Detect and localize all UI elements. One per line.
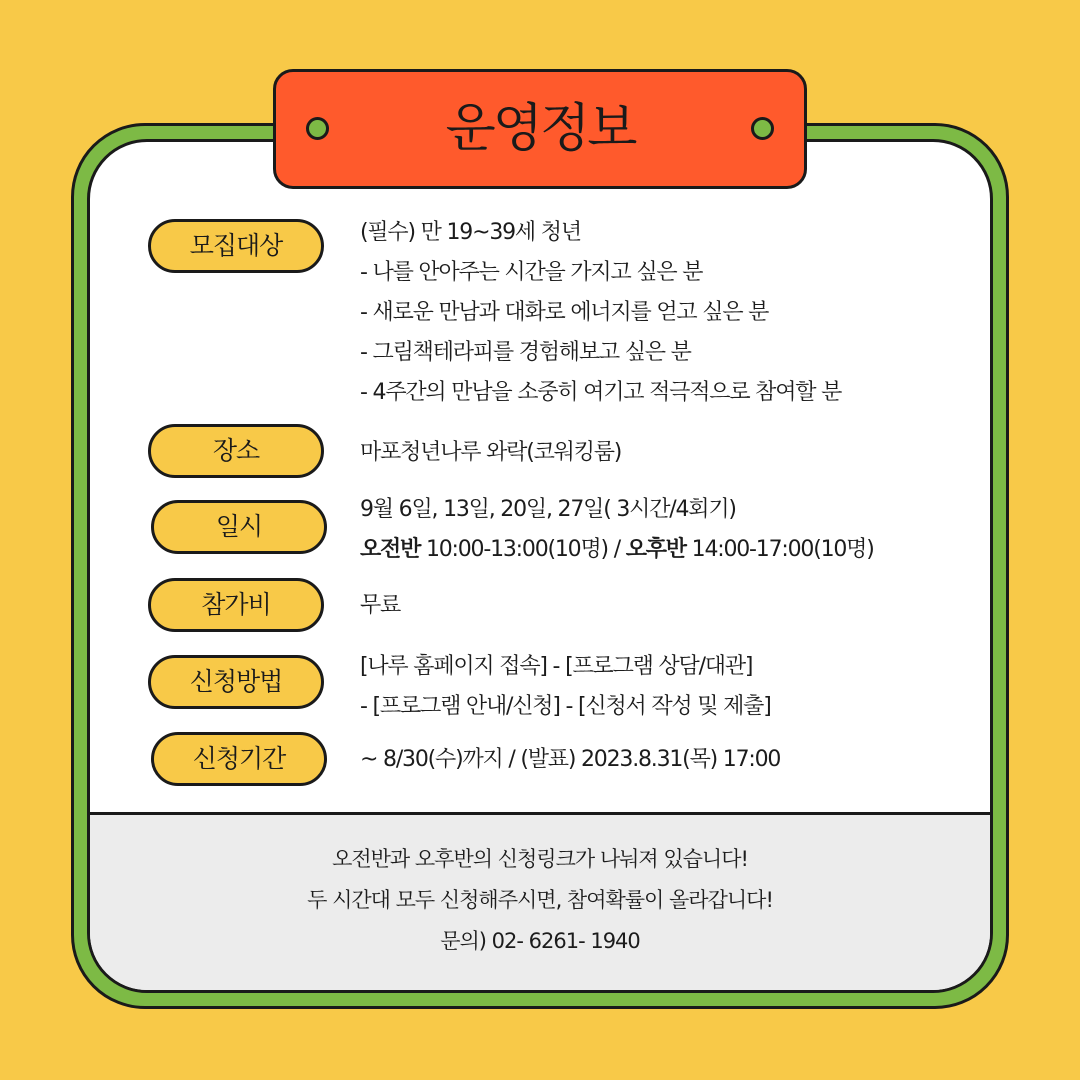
- recruit-line: - 4주간의 만남을 소중히 여기고 적극적으로 참여할 분: [360, 380, 842, 405]
- morning-class-time: 10:00-13:00(10명) /: [420, 537, 626, 562]
- title-banner: [273, 69, 807, 189]
- period-line: ~ 8/30(수)까지 / (발표) 2023.8.31(목) 17:00: [360, 747, 781, 772]
- label-fee: 참가비: [148, 578, 324, 632]
- notice-footer: [90, 812, 990, 990]
- schedule-dates: 9월 6일, 13일, 20일, 27일( 3시간/4회기): [360, 497, 736, 522]
- left-dot-icon: [306, 117, 329, 140]
- application-period-details: [360, 740, 780, 780]
- location-line: 마포청년나루 와락(코워킹룸): [360, 440, 622, 465]
- recruit-target-details: [360, 213, 841, 413]
- location-details: [360, 433, 621, 473]
- contact-line: 문의) 02- 6261- 1940: [440, 929, 640, 953]
- recruit-line: - 새로운 만남과 대화로 에너지를 얻고 싶은 분: [360, 300, 769, 325]
- recruit-line: - 나를 안아주는 시간을 가지고 싶은 분: [360, 260, 703, 285]
- label-recruit-target: 모집대상: [148, 219, 324, 273]
- recruit-line: (필수) 만 19~39세 청년: [360, 220, 581, 245]
- application-method-details: [360, 647, 771, 727]
- afternoon-class-time: 14:00-17:00(10명): [685, 537, 874, 562]
- method-line: - [프로그램 안내/신청] - [신청서 작성 및 제출]: [360, 694, 771, 719]
- afternoon-class-label: 오후반: [625, 537, 686, 562]
- notice-line-1: 오전반과 오후반의 신청링크가 나눠져 있습니다!: [332, 847, 748, 871]
- schedule-times: [360, 530, 874, 570]
- right-dot-icon: [751, 117, 774, 140]
- label-schedule: 일시: [151, 500, 327, 554]
- fee-line: 무료: [360, 593, 401, 618]
- schedule-details: [360, 490, 874, 570]
- label-location: 장소: [148, 424, 324, 478]
- notice-line-2: 두 시간대 모두 신청해주시면, 참여확률이 올라갑니다!: [307, 888, 773, 912]
- morning-class-label: 오전반: [360, 537, 421, 562]
- method-line: [나루 홈페이지 접속] - [프로그램 상담/대관]: [360, 654, 753, 679]
- fee-details: [360, 586, 400, 626]
- recruit-line: - 그림책테라피를 경험해보고 싶은 분: [360, 340, 691, 365]
- label-application-method: 신청방법: [148, 655, 324, 709]
- label-application-period: 신청기간: [151, 732, 327, 786]
- page-title: 운영정보: [445, 99, 635, 159]
